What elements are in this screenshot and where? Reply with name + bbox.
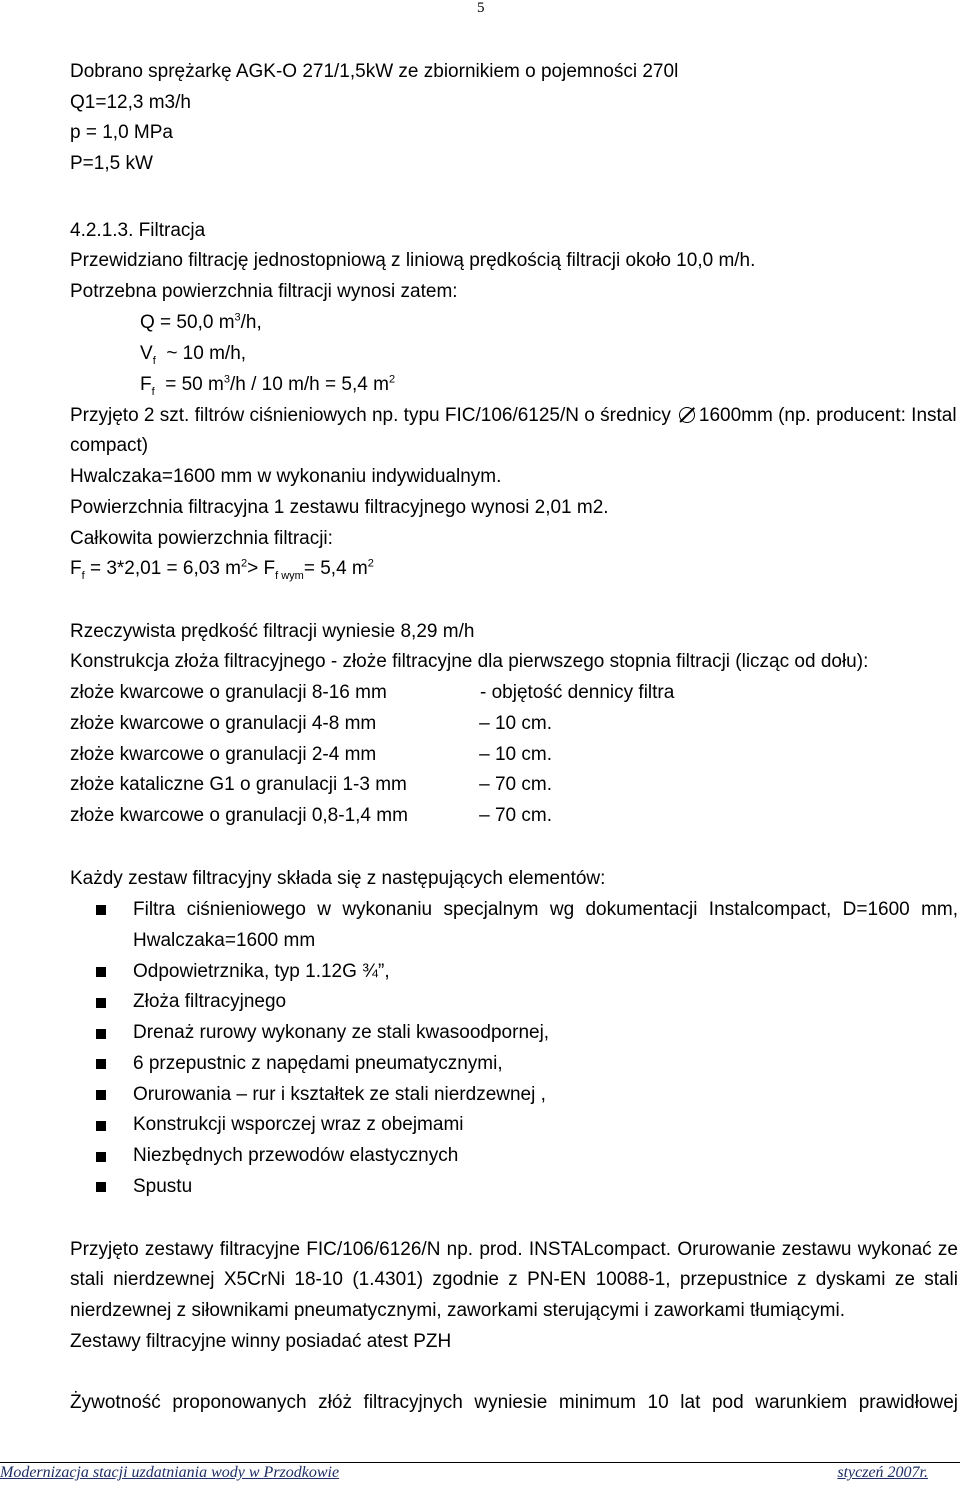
- list-item: Konstrukcji wsporczej wraz z obejmami: [133, 1114, 464, 1135]
- bed-layer-row: złoże kataliczne G1 o granulacji 1-3 mm – 70 cm.: [70, 774, 552, 795]
- bed-layer-row: złoże kwarcowe o granulacji 4-8 mm – 10 cm.: [70, 713, 552, 734]
- filters-adopted-line: Przyjęto 2 szt. filtrów ciśnieniowych np. typu FIC/106/6125/N o średnicy 1600mm (np. producent: Instal: [70, 405, 957, 426]
- formula-ff: $F_f = 50$ $m^3/h / 10$ m/h = 5,4 $m^2$: [140, 373, 396, 398]
- list-item: Niezbędnych przewodów elastycznych: [133, 1145, 459, 1166]
- bullet-icon: [96, 1182, 106, 1192]
- compressor-line-4: P=1,5 kW: [70, 153, 153, 174]
- footer-divider: [0, 1462, 960, 1463]
- filtration-area-intro: Potrzebna powierzchnia filtracji wynosi zatem:: [70, 281, 458, 302]
- list-item: Spustu: [133, 1176, 193, 1197]
- filters-hwalczaka: Hwalczaka=1600 mm w wykonaniu indywidualnym.: [70, 466, 502, 487]
- bullet-icon: [96, 967, 106, 977]
- filters-compact: compact): [70, 435, 149, 456]
- bed-layer-row: złoże kwarcowe o granulacji 2-4 mm – 10 cm.: [70, 744, 552, 765]
- list-item: Filtra ciśnieniowego w wykonaniu specjalnym wg dokumentacji Instalcompact, D=1600 mm,: [133, 899, 958, 920]
- compressor-line-2: Q1=12,3 m3/h: [70, 92, 191, 113]
- bullet-icon: [96, 905, 106, 915]
- bullet-icon: [96, 1059, 106, 1069]
- list-item: 6 przepustnic z napędami pneumatycznymi,: [133, 1053, 503, 1074]
- filter-area-per-set: Powierzchnia filtracyjna 1 zestawu filtracyjnego wynosi 2,01 m2.: [70, 497, 609, 518]
- bed-construction: Konstrukcja złoża filtracyjnego - złoże filtracyjne dla pierwszego stopnia filtracji (licząc od dołu):: [70, 651, 869, 672]
- footer-title: Modernizacja stacji uzdatniania wody w Przodkowie: [0, 1464, 340, 1481]
- bed-layer-row: złoże kwarcowe o granulacji 8-16 mm - objętość dennicy filtra: [70, 682, 675, 703]
- list-item: Orurowania – rur i kształtek ze stali nierdzewnej ,: [133, 1084, 546, 1105]
- diameter-icon: [679, 407, 695, 423]
- list-item: Złoża filtracyjnego: [133, 991, 287, 1012]
- lifetime-paragraph: Żywotność proponowanych złóż filtracyjnych wyniesie minimum 10 lat pod warunkiem prawidłowej: [70, 1392, 958, 1413]
- section-heading: 4.2.1.3. Filtracja: [70, 220, 206, 241]
- filtration-intro: Przewidziano filtrację jednostopniową z liniową prędkością filtracji około 10,0 m/h.: [70, 250, 756, 271]
- compressor-line-3: p = 1,0 MPa: [70, 122, 173, 143]
- bullet-icon: [96, 1121, 106, 1131]
- actual-speed: Rzeczywista prędkość filtracji wyniesie 8,29 m/h: [70, 621, 475, 642]
- final-paragraph-line: Przyjęto zestawy filtracyjne FIC/106/6126/N np. prod. INSTALcompact. Orurowanie zestawu wykonać ze: [70, 1239, 958, 1260]
- final-paragraph-line: stali nierdzewnej X5CrNi 18-10 (1.4301) zgodnie z PN-EN 10088-1, przepustnice z dyskami ze stali: [70, 1269, 958, 1290]
- bullet-icon: [96, 1090, 106, 1100]
- elements-intro: Każdy zestaw filtracyjny składa się z następujących elementów:: [70, 868, 606, 889]
- list-item: Hwalczaka=1600 mm: [133, 930, 316, 951]
- formula-q: Q = 50,0 $m^3/h$,: [140, 311, 262, 333]
- bullet-icon: [96, 998, 106, 1008]
- list-item: Drenaż rurowy wykonany ze stali kwasoodpornej,: [133, 1022, 550, 1043]
- list-item: Odpowietrznika, typ 1.12G ¾”,: [133, 961, 390, 982]
- formula-total-area: $F_f = 3*2,01 = 6,03$ $m^2> F_{f wym}= 5,4$ $m^2$: [70, 557, 374, 582]
- total-area-label: Całkowita powierzchnia filtracji:: [70, 528, 333, 549]
- bed-layer-row: złoże kwarcowe o granulacji 0,8-1,4 mm – 70 cm.: [70, 805, 552, 826]
- pzh-attest: Zestawy filtracyjne winny posiadać atest PZH: [70, 1331, 452, 1352]
- footer-date: styczeń 2007r.: [837, 1464, 928, 1481]
- bullet-icon: [96, 1152, 106, 1162]
- compressor-line-1: Dobrano sprężarkę AGK-O 271/1,5kW ze zbiornikiem o pojemności 270l: [70, 61, 679, 82]
- final-paragraph-line: nierdzewnej z siłownikami pneumatycznymi, zaworkami sterującymi i zaworkami tłumiącymi.: [70, 1300, 845, 1321]
- formula-vf: $V_f$ ~ 10 m/h,: [140, 343, 247, 367]
- page-number: 5: [477, 0, 485, 16]
- bullet-icon: [96, 1029, 106, 1039]
